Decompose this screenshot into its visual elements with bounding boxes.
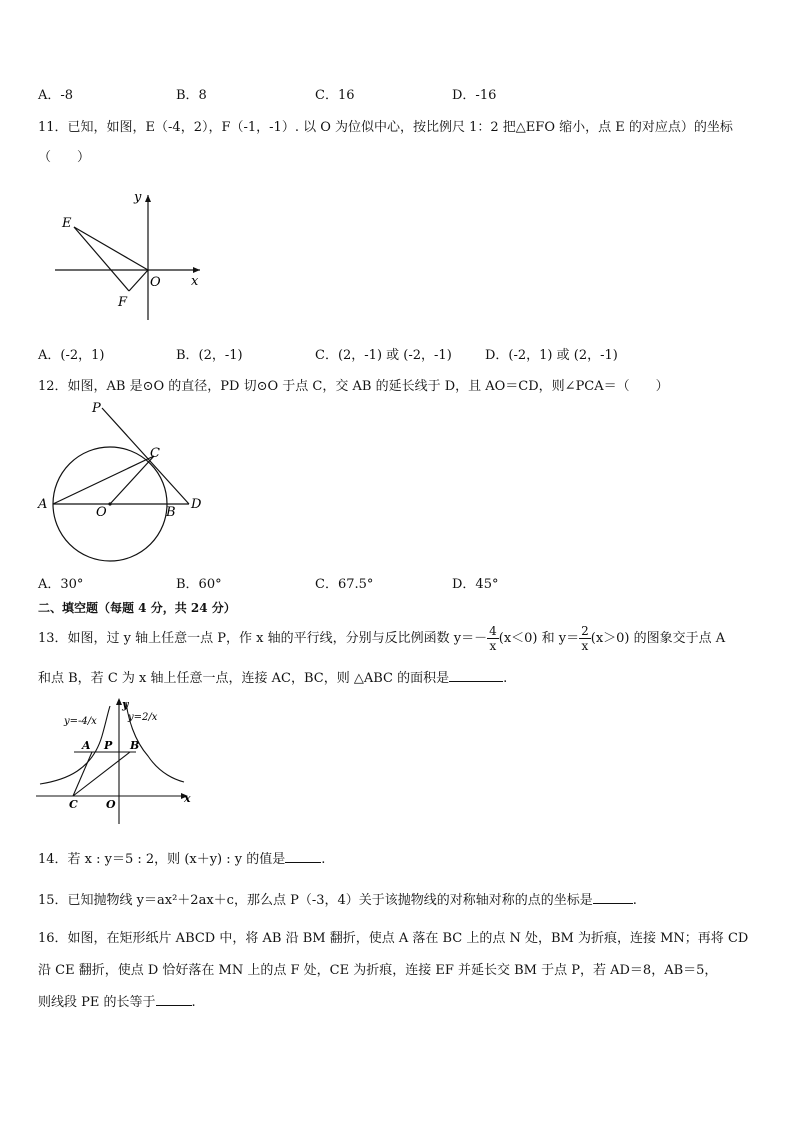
q13-line1 — [38, 622, 725, 656]
segment-ef — [74, 227, 129, 291]
answer-blank — [285, 850, 321, 863]
label-p: P — [92, 401, 101, 416]
label-a: A — [82, 739, 91, 752]
y-axis-arrow — [145, 195, 151, 202]
label-b: B — [130, 739, 140, 752]
fraction-2-over-x: $\frac{2}{x}$ — [581, 624, 589, 653]
label-c: C — [150, 446, 160, 461]
q10-option-d: D．-16 — [452, 88, 497, 103]
q11-option-d: D．(-2，1) 或 (2，-1) — [485, 348, 618, 363]
q11-figure — [50, 185, 210, 325]
label-a: A — [38, 497, 48, 512]
q10-option-a: A．-8 — [38, 88, 74, 103]
q12-option-b: B．60° — [176, 577, 222, 592]
label-f: F — [118, 295, 128, 310]
segment-fo — [129, 270, 148, 291]
label-f1: y=-4/x — [64, 716, 97, 727]
q12-option-d: D．45° — [452, 577, 499, 592]
label-o: O — [106, 798, 116, 811]
answer-blank — [593, 891, 633, 904]
q11-option-a: A．(-2，1) — [38, 348, 105, 363]
center-dot — [108, 502, 111, 505]
q16-line2: 沿 CE 翻折，使点 D 恰好落在 MN 上的点 F 处，CE 为折痕，连接 EF 并延长交 BM 于点 P，若 AD＝8，AB＝5， — [38, 963, 718, 978]
tangent-pd — [102, 408, 189, 504]
label-x: x — [184, 792, 191, 805]
label-y: y — [122, 698, 129, 711]
q11-option-b: B．(2，-1) — [176, 348, 243, 363]
q12-text: 12．如图，AB 是⊙O 的直径，PD 切⊙O 于点 C，交 AB 的延长线于 D，且 AO＝CD，则∠PCA＝（ ） — [38, 379, 669, 394]
answer-blank — [449, 669, 503, 682]
x-axis-arrow — [193, 267, 200, 273]
label-b: B — [166, 505, 176, 520]
label-d: D — [191, 497, 202, 512]
label-x: x — [191, 274, 199, 289]
q10-option-c: C．16 — [315, 88, 355, 103]
q12-figure — [34, 398, 214, 570]
label-p: P — [104, 739, 113, 752]
label-o: O — [150, 275, 161, 290]
q12-option-a: A．30° — [38, 577, 84, 592]
section-heading: 二、填空题（每题 4 分，共 24 分） — [38, 601, 236, 615]
q13-figure — [36, 698, 196, 826]
q13-line1-c: (x＞0) 的图象交于点 A — [590, 631, 726, 646]
q13-line2: 和点 B，若 C 为 x 轴上任意一点，连接 AC，BC，则 △ABC 的面积是 . — [38, 671, 508, 686]
label-o: O — [96, 505, 107, 520]
segment-ca — [73, 752, 92, 796]
segment-cb — [73, 752, 130, 796]
answer-blank — [156, 993, 192, 1006]
q13-line1-a: 13．如图，过 y 轴上任意一点 P，作 x 轴的平行线，分别与反比例函数 y＝－ — [38, 631, 488, 646]
q16-line1: 16．如图，在矩形纸片 ABCD 中，将 AB 沿 BM 翻折，使点 A 落在 BC 上的点 N 处，BM 为折痕，连接 MN；再将 CD — [38, 931, 749, 946]
fraction-4-over-x: $\frac{4}{x}$ — [489, 624, 497, 653]
q11-text: 11．已知，如图，E（-4，2），F（-1，-1）. 以 O 为位似中心，按比例尺 1：2 把△EFO 缩小，点 E 的对应点）的坐标 — [38, 120, 733, 135]
label-e: E — [62, 216, 72, 231]
label-c: C — [69, 798, 78, 811]
q16-line3: 则线段 PE 的长等于 . — [38, 995, 196, 1010]
q13-line1-b: (x＜0) 和 y＝ — [498, 631, 580, 646]
segment-ac — [53, 456, 154, 504]
segment-eo — [74, 227, 148, 270]
q12-option-c: C．67.5° — [315, 577, 374, 592]
label-y: y — [134, 190, 142, 205]
q10-option-b: B．8 — [176, 88, 207, 103]
segment-oc — [110, 456, 154, 504]
label-f2: y=2/x — [128, 712, 158, 723]
q15-text: 15．已知抛物线 y＝ax²＋2ax＋c，那么点 P（-3，4）关于该抛物线的对称轴对称的点的坐标是 . — [38, 893, 637, 908]
q11-paren: （ ） — [38, 150, 91, 165]
q14-text: 14．若 x : y＝5 : 2，则 (x＋y) : y 的值是 . — [38, 852, 326, 867]
q11-option-c: C．(2，-1) 或 (-2，-1) — [315, 348, 452, 363]
